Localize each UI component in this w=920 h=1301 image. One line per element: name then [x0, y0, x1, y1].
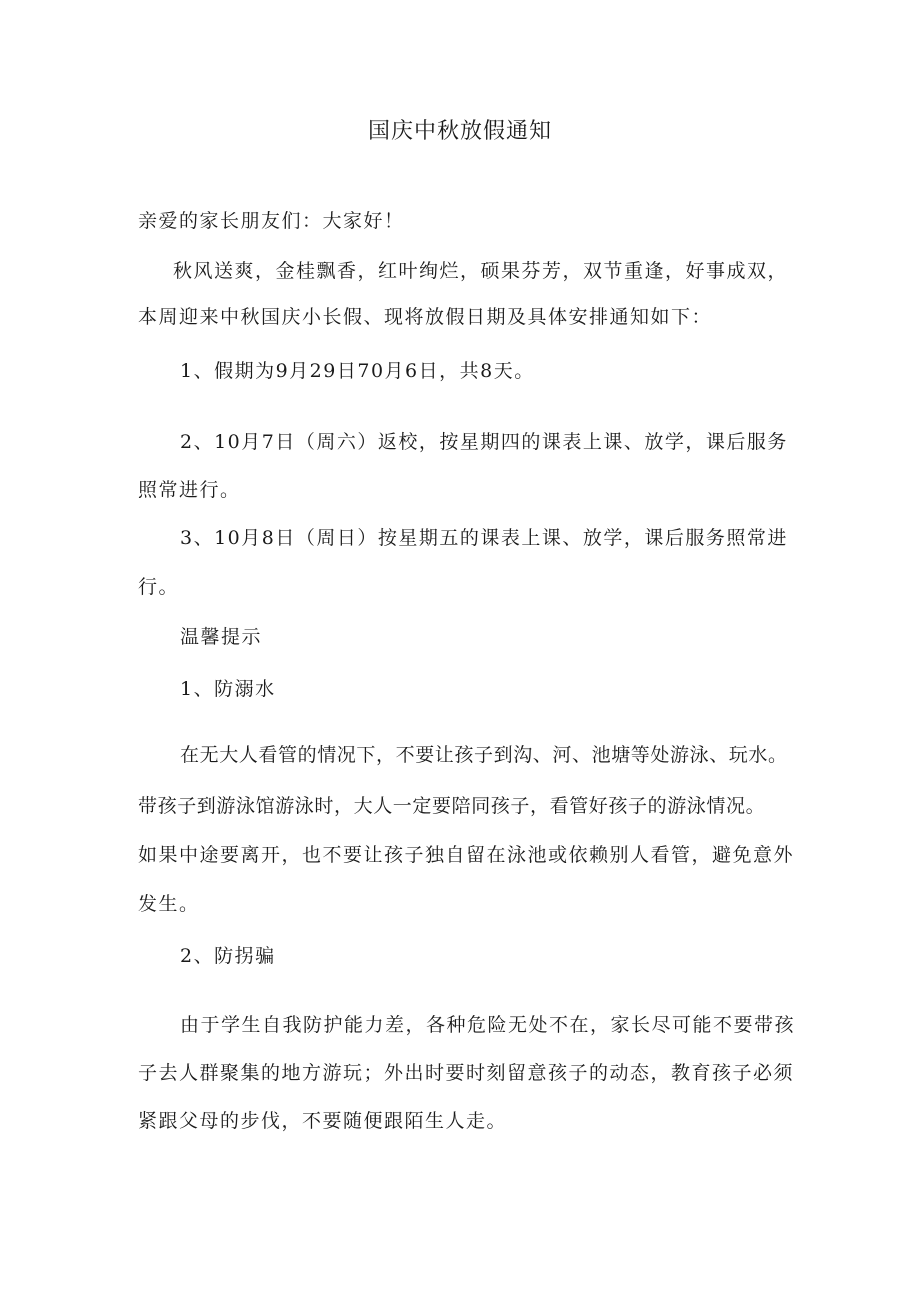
tip-1-heading: 1、防溺水 — [180, 678, 276, 700]
tip-2-line-2: 子去人群聚集的地方游玩；外出时要时刻留意孩子的动态，教育孩子必须 — [138, 1062, 795, 1084]
tip-1-line-1: 在无大人看管的情况下，不要让孩子到沟、河、池塘等处游泳、玩水。 — [180, 744, 788, 766]
tip-2-line-3: 紧跟父母的步伐，不要随便跟陌生人走。 — [138, 1110, 508, 1132]
greeting: 亲爱的家长朋友们：大家好！ — [138, 210, 405, 232]
item-3-line-2: 行。 — [138, 576, 180, 598]
intro-line-2: 本周迎来中秋国庆小长假、现将放假日期及具体安排通知如下： — [138, 306, 713, 328]
item-2-line-1: 2、10月7日（周六）返校，按星期四的课表上课、放学，课后服务 — [180, 431, 788, 453]
tip-1-line-4: 发生。 — [138, 893, 200, 915]
tip-1-line-3: 如果中途要离开，也不要让孩子独自留在泳池或依赖别人看管，避免意外 — [138, 844, 795, 866]
intro-line-1: 秋风送爽，金桂飘香，红叶绚烂，硕果芬芳，双节重逢，好事成双， — [173, 260, 789, 282]
item-1: 1、假期为9月29日70月6日，共8天。 — [180, 360, 535, 382]
document-title: 国庆中秋放假通知 — [367, 119, 552, 144]
tip-1-line-2: 带孩子到游泳馆游泳时，大人一定要陪同孩子，看管好孩子的游泳情况。 — [138, 795, 766, 817]
tips-heading: 温馨提示 — [180, 626, 263, 648]
tip-2-heading: 2、防拐骗 — [180, 945, 276, 967]
item-2-line-2: 照常进行。 — [138, 479, 241, 501]
item-3-line-1: 3、10月8日（周日）按星期五的课表上课、放学，课后服务照常进 — [180, 527, 788, 549]
tip-2-line-1: 由于学生自我防护能力差，各种危险无处不在，家长尽可能不要带孩 — [180, 1014, 796, 1036]
